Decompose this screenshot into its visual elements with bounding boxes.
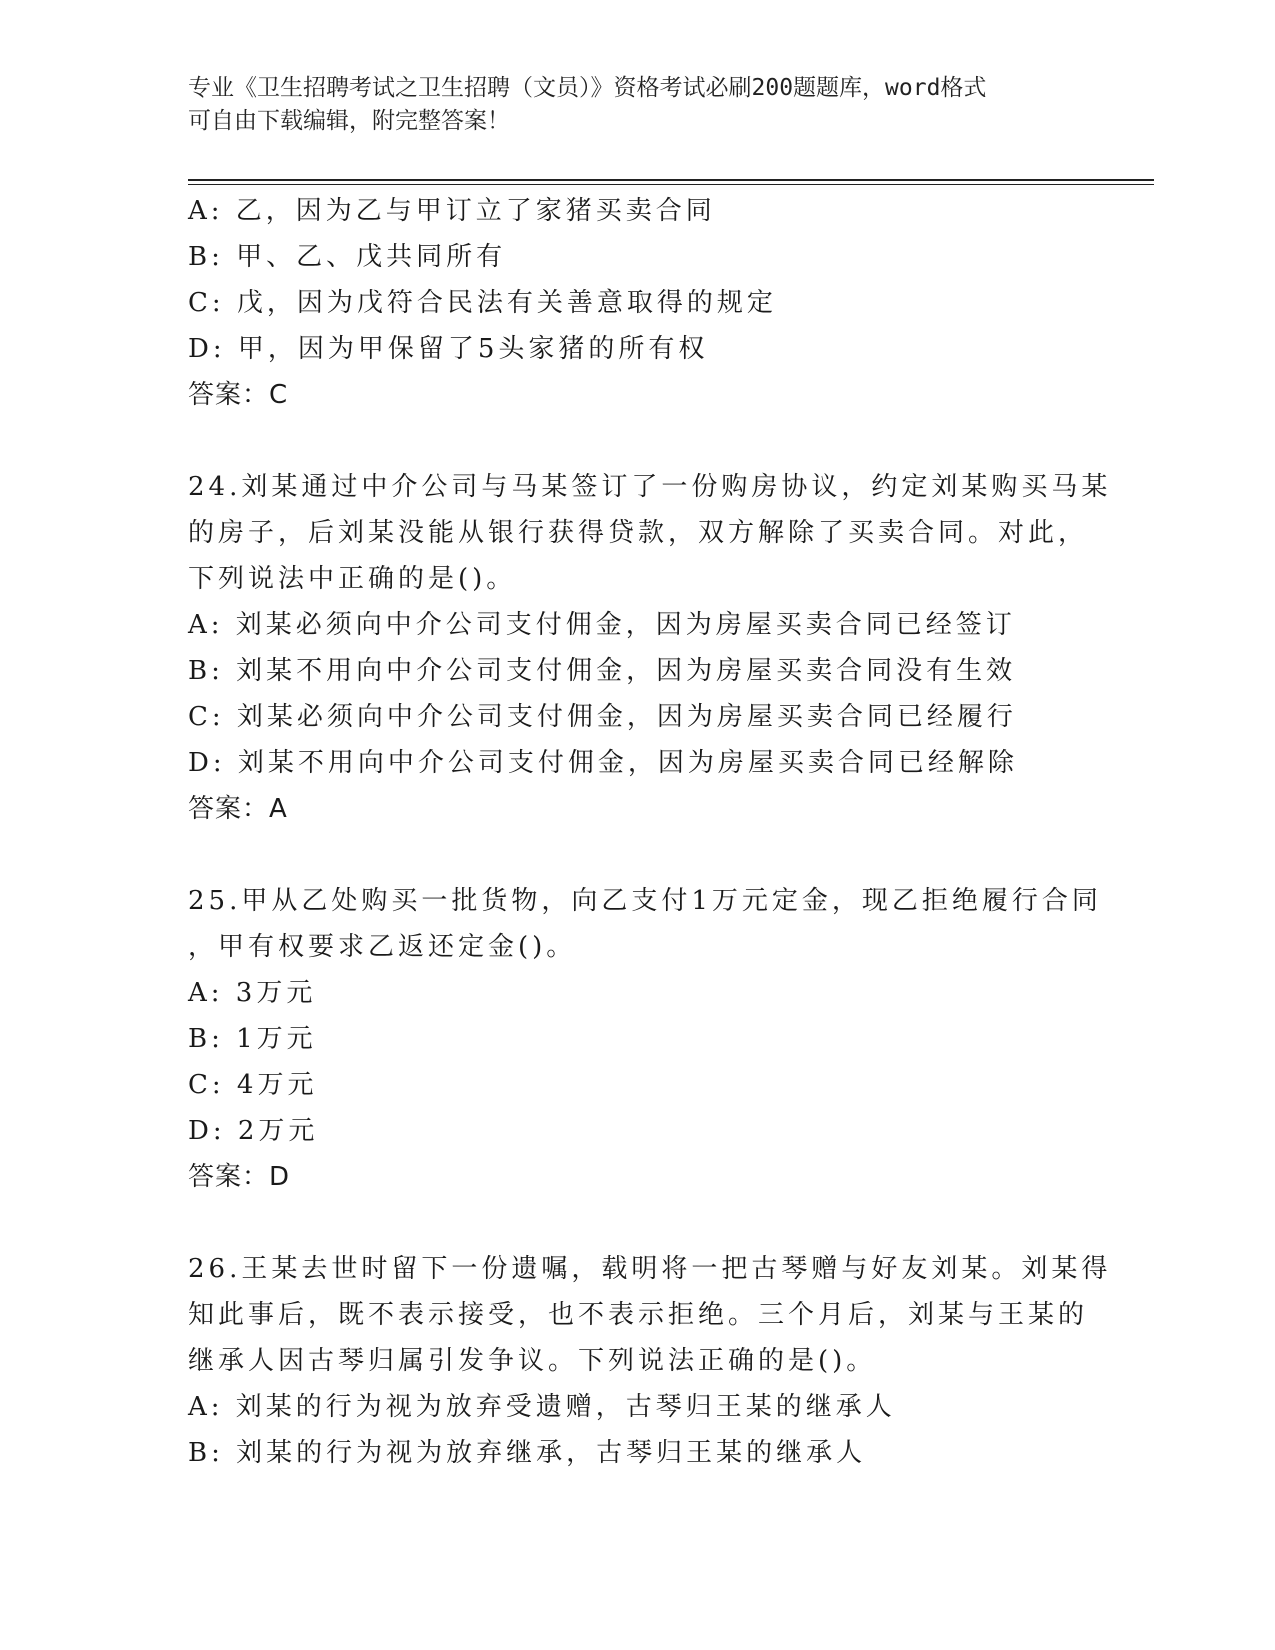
option-c: C: 刘某必须向中介公司支付佣金，因为房屋买卖合同已经履行	[188, 702, 1017, 732]
document-body	[188, 188, 1112, 1476]
option-d: D: 2万元	[188, 1116, 319, 1146]
question-stem-line: 继承人因古琴归属引发争议。下列说法正确的是()。	[188, 1346, 877, 1376]
question-stem-line: 25.甲从乙处购买一批货物，向乙支付1万元定金，现乙拒绝履行合同	[188, 886, 1102, 916]
answer: 答案：D	[188, 1162, 291, 1192]
question-stem-line: 26.王某去世时留下一份遗嘱，载明将一把古琴赠与好友刘某。刘某得	[188, 1254, 1112, 1284]
question-26	[188, 1246, 1112, 1476]
question-stem-line: 24.刘某通过中介公司与马某签订了一份购房协议，约定刘某购买马某	[188, 472, 1112, 502]
option-c: C: 戊，因为戊符合民法有关善意取得的规定	[188, 288, 777, 318]
option-a: A: 乙，因为乙与甲订立了家猪买卖合同	[188, 196, 716, 226]
question-24	[188, 464, 1112, 832]
page-header	[188, 72, 1088, 138]
option-a: A: 刘某的行为视为放弃受遗赠，古琴归王某的继承人	[188, 1392, 896, 1422]
answer: 答案：A	[188, 794, 288, 824]
header-divider-thick	[188, 179, 1154, 181]
option-b: B: 刘某不用向中介公司支付佣金，因为房屋买卖合同没有生效	[188, 656, 1017, 686]
option-c: C: 4万元	[188, 1070, 318, 1100]
question-stem-line: ，甲有权要求乙返还定金()。	[188, 932, 577, 962]
question-25	[188, 878, 1102, 1200]
question-stem-line: 知此事后，既不表示接受，也不表示拒绝。三个月后，刘某与王某的	[188, 1300, 1089, 1330]
option-d: D: 刘某不用向中介公司支付佣金，因为房屋买卖合同已经解除	[188, 748, 1018, 778]
option-b: B: 甲、乙、戊共同所有	[188, 242, 507, 272]
question-23	[188, 188, 1088, 418]
header-line-2: 可自由下载编辑，附完整答案！	[188, 108, 510, 134]
answer: 答案：C	[188, 380, 289, 410]
header-line-1: 专业《卫生招聘考试之卫生招聘（文员）》资格考试必刷200题题库，word格式	[188, 75, 987, 101]
header-divider-thin	[188, 184, 1154, 185]
question-stem-line: 的房子，后刘某没能从银行获得贷款，双方解除了买卖合同。对此，	[188, 518, 1089, 548]
option-b: B: 刘某的行为视为放弃继承，古琴归王某的继承人	[188, 1438, 867, 1468]
option-b: B: 1万元	[188, 1024, 317, 1054]
option-d: D: 甲，因为甲保留了5头家猪的所有权	[188, 334, 709, 364]
option-a: A: 刘某必须向中介公司支付佣金，因为房屋买卖合同已经签订	[188, 610, 1016, 640]
question-stem-line: 下列说法中正确的是()。	[188, 564, 517, 594]
option-a: A: 3万元	[188, 978, 317, 1008]
